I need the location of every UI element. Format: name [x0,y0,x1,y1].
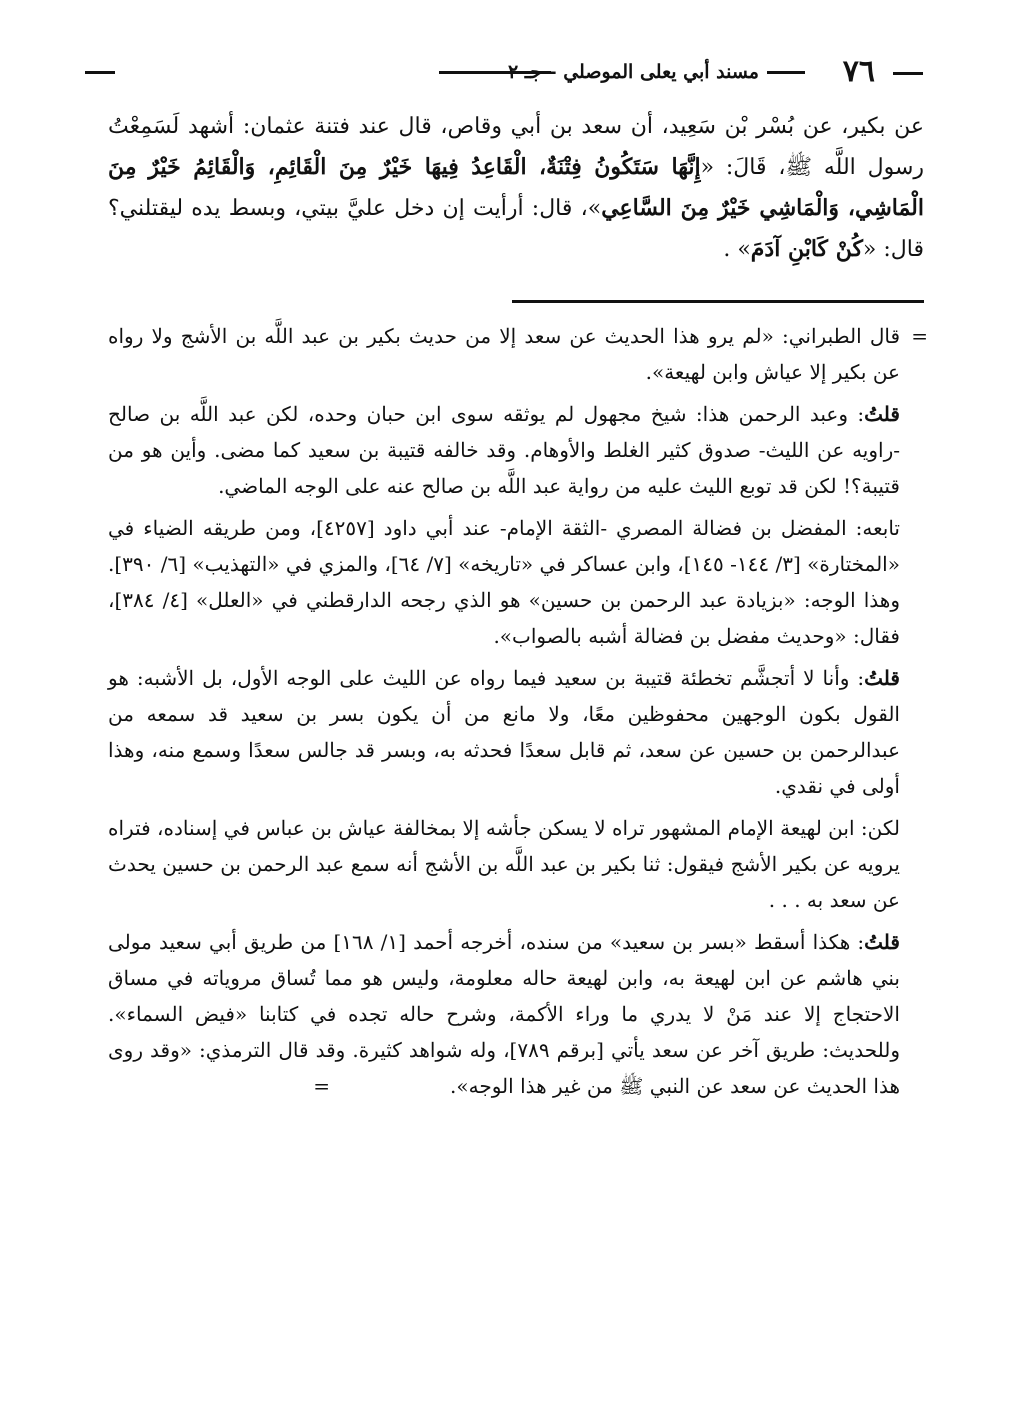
footnote-paragraph-2 [108,396,900,504]
qultu-label: قلتُ [864,666,900,690]
footnotes [108,318,928,1110]
header-dash-mid [767,71,805,74]
prophetic-saying-part-1: إِنَّهَا سَتَكُونُ فِتْنَةٌ، الْقَاعِدُ فِيهَا خَيْرٌ مِنَ الْقَائِمِ، وَالْقَائِمُ خَيْرٌ [148,154,701,180]
footnote-paragraph-5: لكن: ابن لهيعة الإمام المشهور تراه لا يسكن جأشه إلا بمخالفة عياش بن عباس في إسناده، فتراه يرويه عن بكير الأشج فيقول: ثنا بكير بن عبد اللَّه بن الأشج أنه سمع عبد الرحمن بن حسين يحدث عن سعد به . . . [108,816,900,912]
main-hadith-text [108,107,924,270]
footnote-paragraph-6 [108,924,900,1104]
main-line-4-end: » . [723,237,751,262]
footnote-separator [512,300,924,303]
running-title: مسند أبي يعلى الموصلي - جـ ٢ [507,61,759,83]
qultu-label: قلتُ [864,930,900,954]
main-line-1: عن بكير، عن بُسْر بْن سَعِيد، أن سعد بن أبي وقاص، قال عند فتنة عثمان: أشهد لَسَمِعْتُ [108,114,924,139]
footnote-paragraph-2-text: : وعبد الرحمن هذا: شيخ مجهول لم يوثقه سوى ابن حبان وحده، لكن عبد اللَّه بن صالح -راويه عن الليث- صدوق كثير الغلط والأوهام. وقد خالفه قتيبة بن سعيد كما مضى. وأين هو من قتيبة؟! لكن قد توبع الليث عليه من رواية عبد اللَّه بن صالح عنه على الوجه الماضي. [108,402,900,498]
footnote-end-mark: = [313,1074,331,1098]
prophetic-saying-part-2: مِنَ الْمَاشِي، وَالْمَاشِي خَيْرٌ مِنَ السَّاعِي [108,154,924,221]
main-line-3-narration: »، قال: أرأيت إن دخل عليَّ بيتي، وبسط يده [191,196,602,221]
footnote-paragraph-4-text: : وأنا لا أتجشَّم تخطئة قتيبة بن سعيد فيما رواه عن الليث على الوجه الأول، بل الأشبه: هو القول بكون الوجهين محفوظين معًا، ولا مانع من أن يكون بسر بن سعيد قد سمعه من عبدالرحمن بن حسين عن سعد، ثم قابل سعدًا فحدثه به، وبسر قد جالس سعدًا وسمع منه، وهذا أولى في نقدي. [108,666,900,798]
main-line-4-intro: ليقتلني؟ قال: « [108,196,924,262]
footnote-paragraph-6-text: : هكذا أسقط «بسر بن سعيد» من سنده، أخرجه أحمد [١/ ١٦٨] من طريق أبي سعيد مولى بني هاشم عن ابن لهيعة به، وابن لهيعة حاله معلومة، وليس هو مما تُساق مروياته في مساق الاحتجاج إلا عند مَنْ لا يدري ما وراء الأكمة، وشرح حاله تجده في كتابنا «فيض السماء». وللحديث: طريق آخر عن سعد يأتي [برقم ٧٨٩]، وله شواهد كثيرة. وقد قال الترمذي: «وقد روى هذا الحديث عن سعد عن النبي ﷺ من غير هذا الوجه». [108,930,900,1098]
main-line-2-intro: رسول اللَّه ﷺ، قَالَ: « [700,155,924,180]
header-rule [439,71,551,74]
page-header [85,52,923,92]
footnote-paragraph-4 [108,660,900,804]
header-dash-left [85,71,115,74]
qultu-label: قلتُ [864,402,900,426]
continuation-mark: = [911,324,928,348]
footnote-paragraph-1: قال الطبراني: «لم يرو هذا الحديث عن سعد إلا من حديث بكير بن عبد اللَّه بن الأشج ولا رواه عن بكير إلا عياش وابن لهيعة». [108,324,900,384]
prophetic-saying-part-3: كُنْ كَابْنِ آدَمَ [750,236,863,262]
page-number: ٧٦ [842,54,875,89]
header-dash-right [893,72,923,75]
footnote-paragraph-3: تابعه: المفضل بن فضالة المصري -الثقة الإمام- عند أبي داود [٤٢٥٧]، ومن طريقه الضياء في «المختارة» [٣/ ١٤٤- ١٤٥]، وابن عساكر في «تاريخه» [٧/ ٦٤]، والمزي في «التهذيب» [٦/ ٣٩٠]. وهذا الوجه: «بزيادة عبد الرحمن بن حسين» هو الذي رجحه الدارقطني في «العلل» [٤/ ٣٨٤]، فقال: «وحديث مفضل بن فضالة أشبه بالصواب». [108,516,900,648]
